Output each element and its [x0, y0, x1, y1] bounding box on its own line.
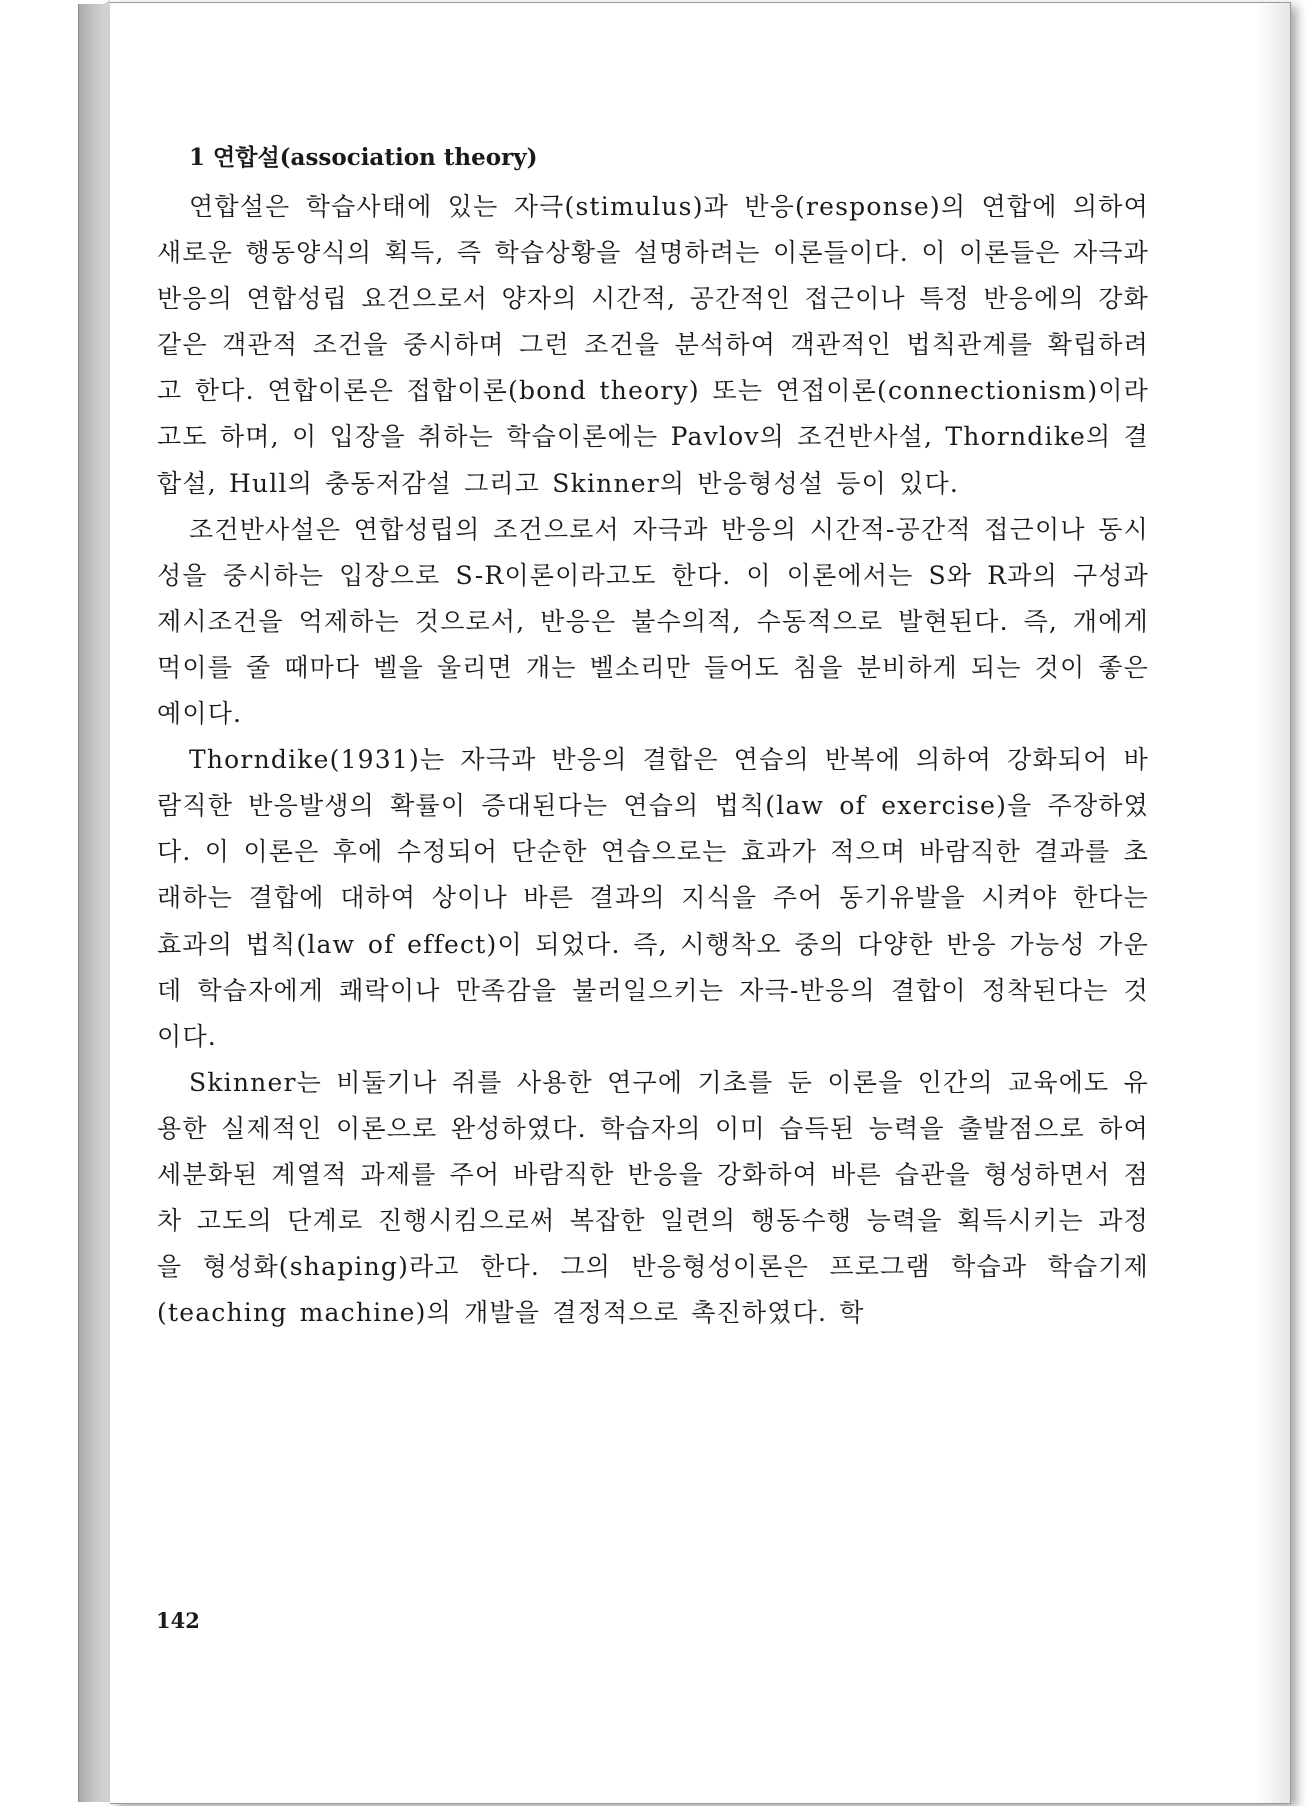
paragraph-thorndike: Thorndike(1931)는 자극과 반응의 결합은 연습의 반복에 의하여 강화되어 바람직한 반응발생의 확률이 증대된다는 연습의 법칙(law of exercise)을 주장하였다. 이 이론은 후에 수정되어 단순한 연습으로는 효과가 적으며 바람직한 결과를 초래하는 결합에 대하여 상이나 바른 결과의 지식을 주어 동기유발을 시켜야 한다는 효과의 법칙(law of effect)이 되었다. 즉, 시행착오 중의 다양한 반응 가능성 가운데 학습자에게 쾌락이나 만족감을 불러일으키는 자극-반응의 결합이 정착된다는 것이다.: [157, 745, 1149, 1051]
book-spine: [78, 4, 112, 1802]
page-content: [157, 138, 1149, 1336]
paragraph-skinner: Skinner는 비둘기나 쥐를 사용한 연구에 기초를 둔 이론을 인간의 교육에도 유용한 실제적인 이론으로 완성하였다. 학습자의 이미 습득된 능력을 출발점으로 하여 세분화된 계열적 과제를 주어 바람직한 반응을 강화하여 바른 습관을 형성하면서 점차 고도의 단계로 진행시킴으로써 복잡한 일련의 행동수행 능력을 획득시키는 과정을 형성화(shaping)라고 한다. 그의 반응형성이론은 프로그램 학습과 학습기제(teaching machine)의 개발을 결정적으로 촉진하였다. 학: [157, 1067, 1149, 1328]
paragraph-conditioned-reflex: 조건반사설은 연합성립의 조건으로서 자극과 반응의 시간적-공간적 접근이나 동시성을 중시하는 입장으로 S-R이론이라고도 한다. 이 이론에서는 S와 R과의 구성과 제시조건을 억제하는 것으로서, 반응은 불수의적, 수동적으로 발현된다. 즉, 개에게 먹이를 줄 때마다 벨을 울리면 개는 벨소리만 들어도 침을 분비하게 되는 것이 좋은 예이다.: [157, 514, 1149, 729]
paragraph-association-theory-intro: 연합설은 학습사태에 있는 자극(stimulus)과 반응(response)의 연합에 의하여 새로운 행동양식의 획득, 즉 학습상황을 설명하려는 이론들이다. 이 이론들은 자극과 반응의 연합성립 요건으로서 양자의 시간적, 공간적인 접근이나 특정 반응에의 강화 같은 객관적 조건을 중시하며 그런 조건을 분석하여 객관적인 법칙관계를 확립하려고 한다. 연합이론은 접합이론(bond theory) 또는 연접이론(connectionism)이라고도 하며, 이 입장을 취하는 학습이론에는 Pavlov의 조건반사설, Thorndike의 결합설, Hull의 충동저감설 그리고 Skinner의 반응형성설 등이 있다.: [157, 192, 1149, 498]
page-edge-shading: [1256, 3, 1290, 1803]
section-heading: 1 연합설(association theory): [189, 144, 538, 171]
page-number: 142: [156, 1608, 200, 1633]
